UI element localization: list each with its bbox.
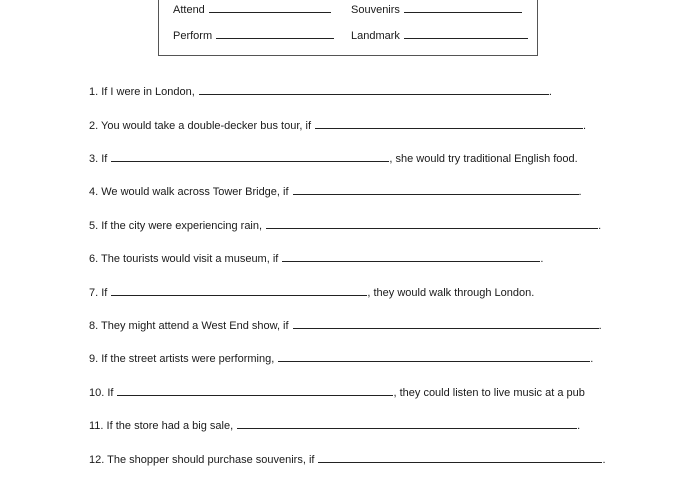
question-2: 2. You would take a double-decker bus tour, if . xyxy=(89,120,587,132)
question-7: 7. If , they would walk through London. xyxy=(89,287,535,299)
question-11: 11. If the store had a big sale, . xyxy=(89,420,581,432)
word-bank-blank[interactable] xyxy=(209,2,331,13)
answer-blank[interactable] xyxy=(111,151,389,162)
word-bank-blank[interactable] xyxy=(404,2,522,13)
answer-blank[interactable] xyxy=(318,452,602,463)
question-12: 12. The shopper should purchase souvenirs, if . xyxy=(89,454,606,466)
answer-blank[interactable] xyxy=(199,84,549,95)
word-bank-blank[interactable] xyxy=(216,28,334,39)
question-1: 1. If I were in London, . xyxy=(89,86,552,98)
word-bank-blank[interactable] xyxy=(404,28,528,39)
answer-blank[interactable] xyxy=(117,385,393,396)
answer-blank[interactable] xyxy=(111,285,367,296)
answer-blank[interactable] xyxy=(282,251,540,262)
question-3: 3. If , she would try traditional English food. xyxy=(89,153,578,165)
question-4: 4. We would walk across Tower Bridge, if . xyxy=(89,186,582,198)
word-bank-item: Attend xyxy=(173,2,331,17)
question-5: 5. If the city were experiencing rain, . xyxy=(89,220,602,232)
word-bank-box xyxy=(158,0,538,56)
answer-blank[interactable] xyxy=(293,184,579,195)
word-bank-item: Perform xyxy=(173,28,334,43)
question-6: 6. The tourists would visit a museum, if . xyxy=(89,253,544,265)
answer-blank[interactable] xyxy=(293,318,599,329)
answer-blank[interactable] xyxy=(237,418,577,429)
answer-blank[interactable] xyxy=(266,218,598,229)
word-bank-item: Souvenirs xyxy=(351,2,522,17)
answer-blank[interactable] xyxy=(278,351,590,362)
question-9: 9. If the street artists were performing, . xyxy=(89,353,594,365)
answer-blank[interactable] xyxy=(315,118,583,129)
question-10: 10. If , they could listen to live music at a pub xyxy=(89,387,585,399)
question-8: 8. They might attend a West End show, if . xyxy=(89,320,602,332)
word-bank-item: Landmark xyxy=(351,28,528,43)
